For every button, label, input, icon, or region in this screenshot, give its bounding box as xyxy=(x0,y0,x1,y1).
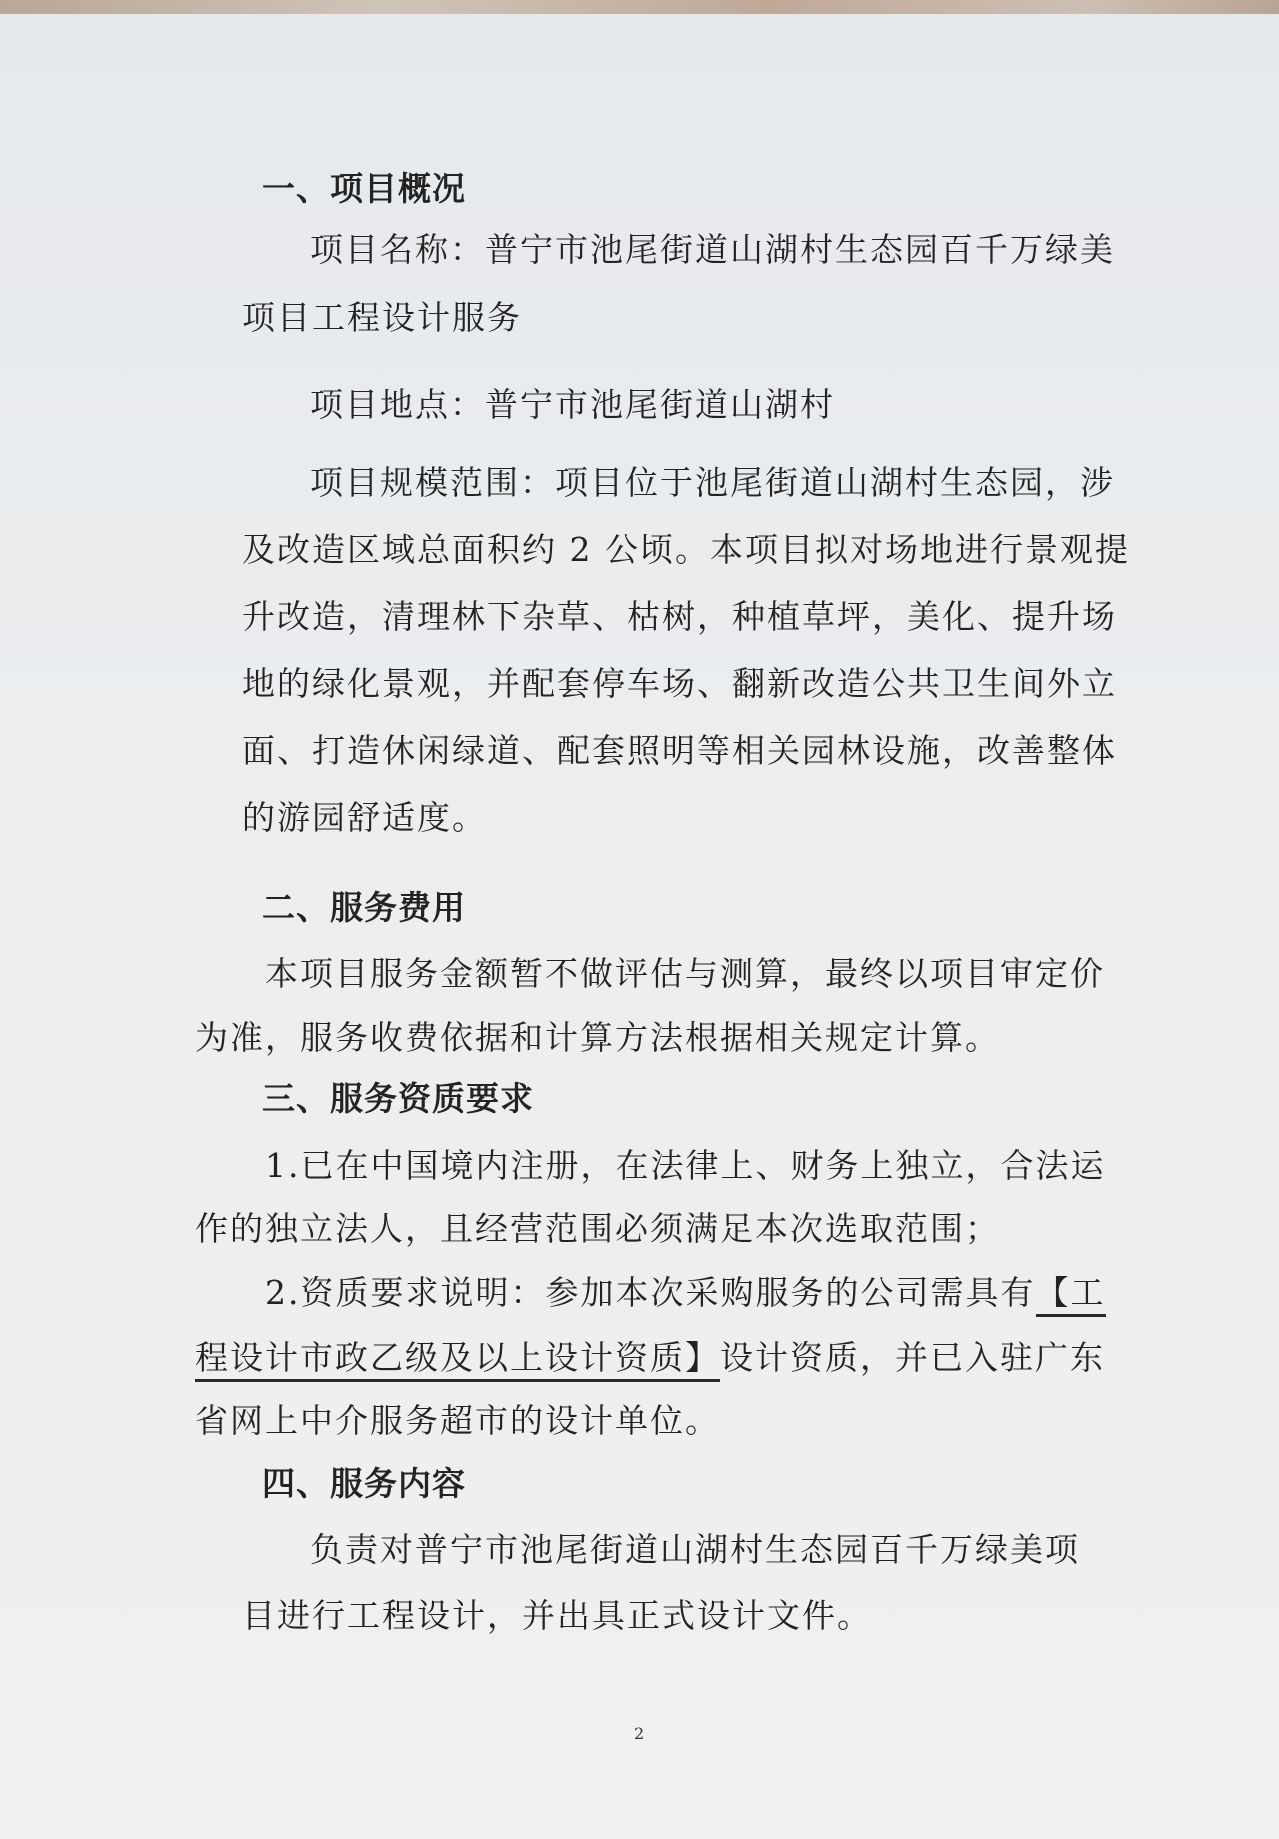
section-1-title: 一、项目概况 xyxy=(262,169,466,208)
service-content-line-1: 负责对普宁市池尾街道山湖村生态园百千万绿美项 xyxy=(310,1530,1080,1569)
qualification-item-2-line-1 xyxy=(265,1267,1106,1314)
scope-line-5: 面、打造休闲绿道、配套照明等相关园林设施，改善整体 xyxy=(242,731,1117,770)
section-2-title: 二、服务费用 xyxy=(262,888,466,927)
qualification-item-1-line-2: 作的独立法人，且经营范围必须满足本次选取范围； xyxy=(195,1209,1000,1248)
qualification-item-1-line-1: 1.已在中国境内注册，在法律上、财务上独立，合法运 xyxy=(265,1146,1106,1185)
section-4-title: 四、服务内容 xyxy=(262,1464,466,1503)
qualification-item-2-suffix: 设计资质，并已入驻广东 xyxy=(720,1338,1105,1377)
fee-line-1: 本项目服务金额暂不做评估与测算，最终以项目审定价 xyxy=(265,954,1105,993)
scope-line-6: 的游园舒适度。 xyxy=(242,798,487,837)
scope-line-2: 及改造区域总面积约 2 公顷。本项目拟对场地进行景观提 xyxy=(242,530,1130,569)
fee-line-2: 为准，服务收费依据和计算方法根据相关规定计算。 xyxy=(195,1018,1000,1057)
qualification-item-2-line-2 xyxy=(195,1332,1105,1379)
project-name-line-2: 项目工程设计服务 xyxy=(242,298,522,337)
page-number: 2 xyxy=(634,1724,645,1743)
scope-line-1: 项目规模范围：项目位于池尾街道山湖村生态园，涉 xyxy=(310,463,1115,502)
qualification-requirement-underlined-end: 程设计市政乙级及以上设计资质】 xyxy=(195,1338,720,1382)
qualification-item-2-prefix: 2.资质要求说明：参加本次采购服务的公司需具有 xyxy=(265,1273,1036,1312)
qualification-requirement-underlined-start: 【工 xyxy=(1036,1273,1106,1317)
project-location: 项目地点：普宁市池尾街道山湖村 xyxy=(310,385,835,424)
page-top-edge xyxy=(0,0,1279,14)
scope-line-4: 地的绿化景观，并配套停车场、翻新改造公共卫生间外立 xyxy=(242,664,1117,703)
project-name-line-1: 项目名称：普宁市池尾街道山湖村生态园百千万绿美 xyxy=(310,230,1115,269)
scope-line-3: 升改造，清理林下杂草、枯树，种植草坪，美化、提升场 xyxy=(242,597,1117,636)
qualification-item-2-line-3: 省网上中介服务超市的设计单位。 xyxy=(195,1401,720,1440)
service-content-line-2: 目进行工程设计，并出具正式设计文件。 xyxy=(242,1596,872,1635)
section-3-title: 三、服务资质要求 xyxy=(262,1079,534,1118)
